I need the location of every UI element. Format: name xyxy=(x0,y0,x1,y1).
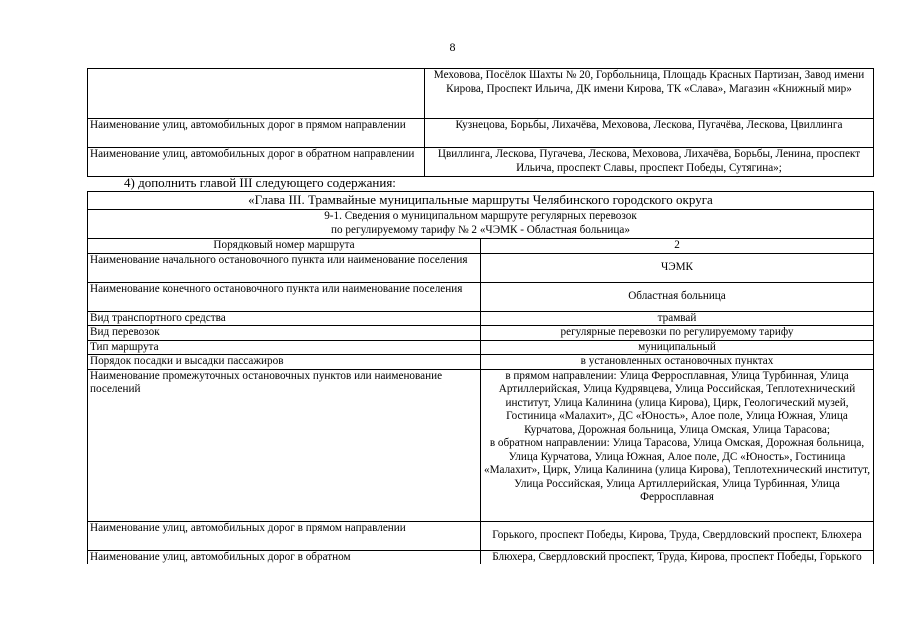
table-cell-label: Порядковый номер маршрута xyxy=(88,239,481,254)
table-row xyxy=(88,282,874,311)
table-cell-label: Наименование улиц, автомобильных дорог в обратном xyxy=(88,550,481,564)
table-row xyxy=(88,69,874,119)
section-heading xyxy=(88,210,874,239)
table-row xyxy=(88,550,874,564)
table-cell-label: Наименование промежуточных остановочных пунктов или наименование поселений xyxy=(88,369,481,521)
table-cell-label: Вид перевозок xyxy=(88,326,481,341)
table-cell-value: муниципальный xyxy=(481,340,874,355)
chapter-row xyxy=(88,192,874,210)
table-cell-label: Вид транспортного средства xyxy=(88,311,481,326)
table-cell-value: Меховова, Посёлок Шахты № 20, Горбольница, Площадь Красных Партизан, Завод имени Кирова, Проспект Ильича, ДК имени Кирова, ТК «Слава», Магазин «Книжный мир» xyxy=(425,69,874,119)
addition-text: 4) дополнить главой III следующего содержания: xyxy=(124,175,396,190)
stops-forward: в прямом направлении: Улица Ферросплавная, Улица Турбинная, Улица Артиллерийская, Улица Кудрявцева, Улица Российская, Теплотехнический институт, Улица Калинина (улица Кирова), Цирк, Геологический музей, Гостиница «Малахит», ДС «Юность», Алое поле, Улица Южная, Улица Курчатова, Дорожная больница, Улица Омская, Улица Тарасова; xyxy=(498,369,856,436)
table-cell-value xyxy=(481,369,874,521)
continued-route-table xyxy=(87,68,874,177)
table-cell-label xyxy=(88,69,425,119)
table-row xyxy=(88,311,874,326)
table-cell-value: Горького, проспект Победы, Кирова, Труда, Свердловский проспект, Блюхера xyxy=(481,521,874,550)
table-row xyxy=(88,521,874,550)
table-cell-value: 2 xyxy=(481,239,874,254)
page-number: 8 xyxy=(449,40,456,54)
section-heading-line: по регулируемому тарифу № 2 «ЧЭМК - Областная больница» xyxy=(331,223,630,236)
table-cell-label: Наименование начального остановочного пункта или наименование поселения xyxy=(88,253,481,282)
table-cell-label: Наименование улиц, автомобильных дорог в обратном направлении xyxy=(88,148,425,177)
table-cell-value: Цвиллинга, Лескова, Пугачева, Лескова, Меховова, Лихачёва, Борьбы, Ленина, проспект Ильича, проспект Славы, проспект Победы, Сутягина»; xyxy=(425,148,874,177)
table-cell-label: Порядок посадки и высадки пассажиров xyxy=(88,355,481,370)
table-row xyxy=(88,326,874,341)
table-row xyxy=(88,239,874,254)
table-row xyxy=(88,253,874,282)
chapter-title: «Глава III. Трамвайные муниципальные маршруты Челябинского городского округа xyxy=(88,192,874,210)
table-cell-value: в установленных остановочных пунктах xyxy=(481,355,874,370)
section-row xyxy=(88,210,874,239)
table-cell-value: Блюхера, Свердловский проспект, Труда, Кирова, проспект Победы, Горького xyxy=(481,550,874,564)
table-cell-value: регулярные перевозки по регулируемому тарифу xyxy=(481,326,874,341)
table-row xyxy=(88,369,874,521)
table-cell-value: трамвай xyxy=(481,311,874,326)
table-row xyxy=(88,340,874,355)
table-row xyxy=(88,355,874,370)
route-info-table xyxy=(87,191,874,564)
table-cell-value: Областная больница xyxy=(481,282,874,311)
stops-backward: в обратном направлении: Улица Тарасова, Улица Омская, Дорожная больница, Улица Курчатова, Улица Южная, Алое поле, ДС «Юность», Гостиница «Малахит», Цирк, Улица Калинина (улица Кирова), Теплотехнический институт, Улица Российская, Улица Артиллерийская, Улица Турбинная, Улица Ферросплавная xyxy=(483,437,871,503)
table-cell-value: Кузнецова, Борьбы, Лихачёва, Меховова, Лескова, Пугачёва, Лескова, Цвиллинга xyxy=(425,119,874,148)
table-row xyxy=(88,119,874,148)
table-cell-label: Наименование улиц, автомобильных дорог в прямом направлении xyxy=(88,119,425,148)
table-row xyxy=(88,148,874,177)
section-heading-line: 9-1. Сведения о муниципальном маршруте регулярных перевозок xyxy=(324,210,637,222)
table-cell-value: ЧЭМК xyxy=(481,253,874,282)
table-cell-label: Наименование конечного остановочного пункта или наименование поселения xyxy=(88,282,481,311)
table-cell-label: Наименование улиц, автомобильных дорог в прямом направлении xyxy=(88,521,481,550)
table-cell-label: Тип маршрута xyxy=(88,340,481,355)
